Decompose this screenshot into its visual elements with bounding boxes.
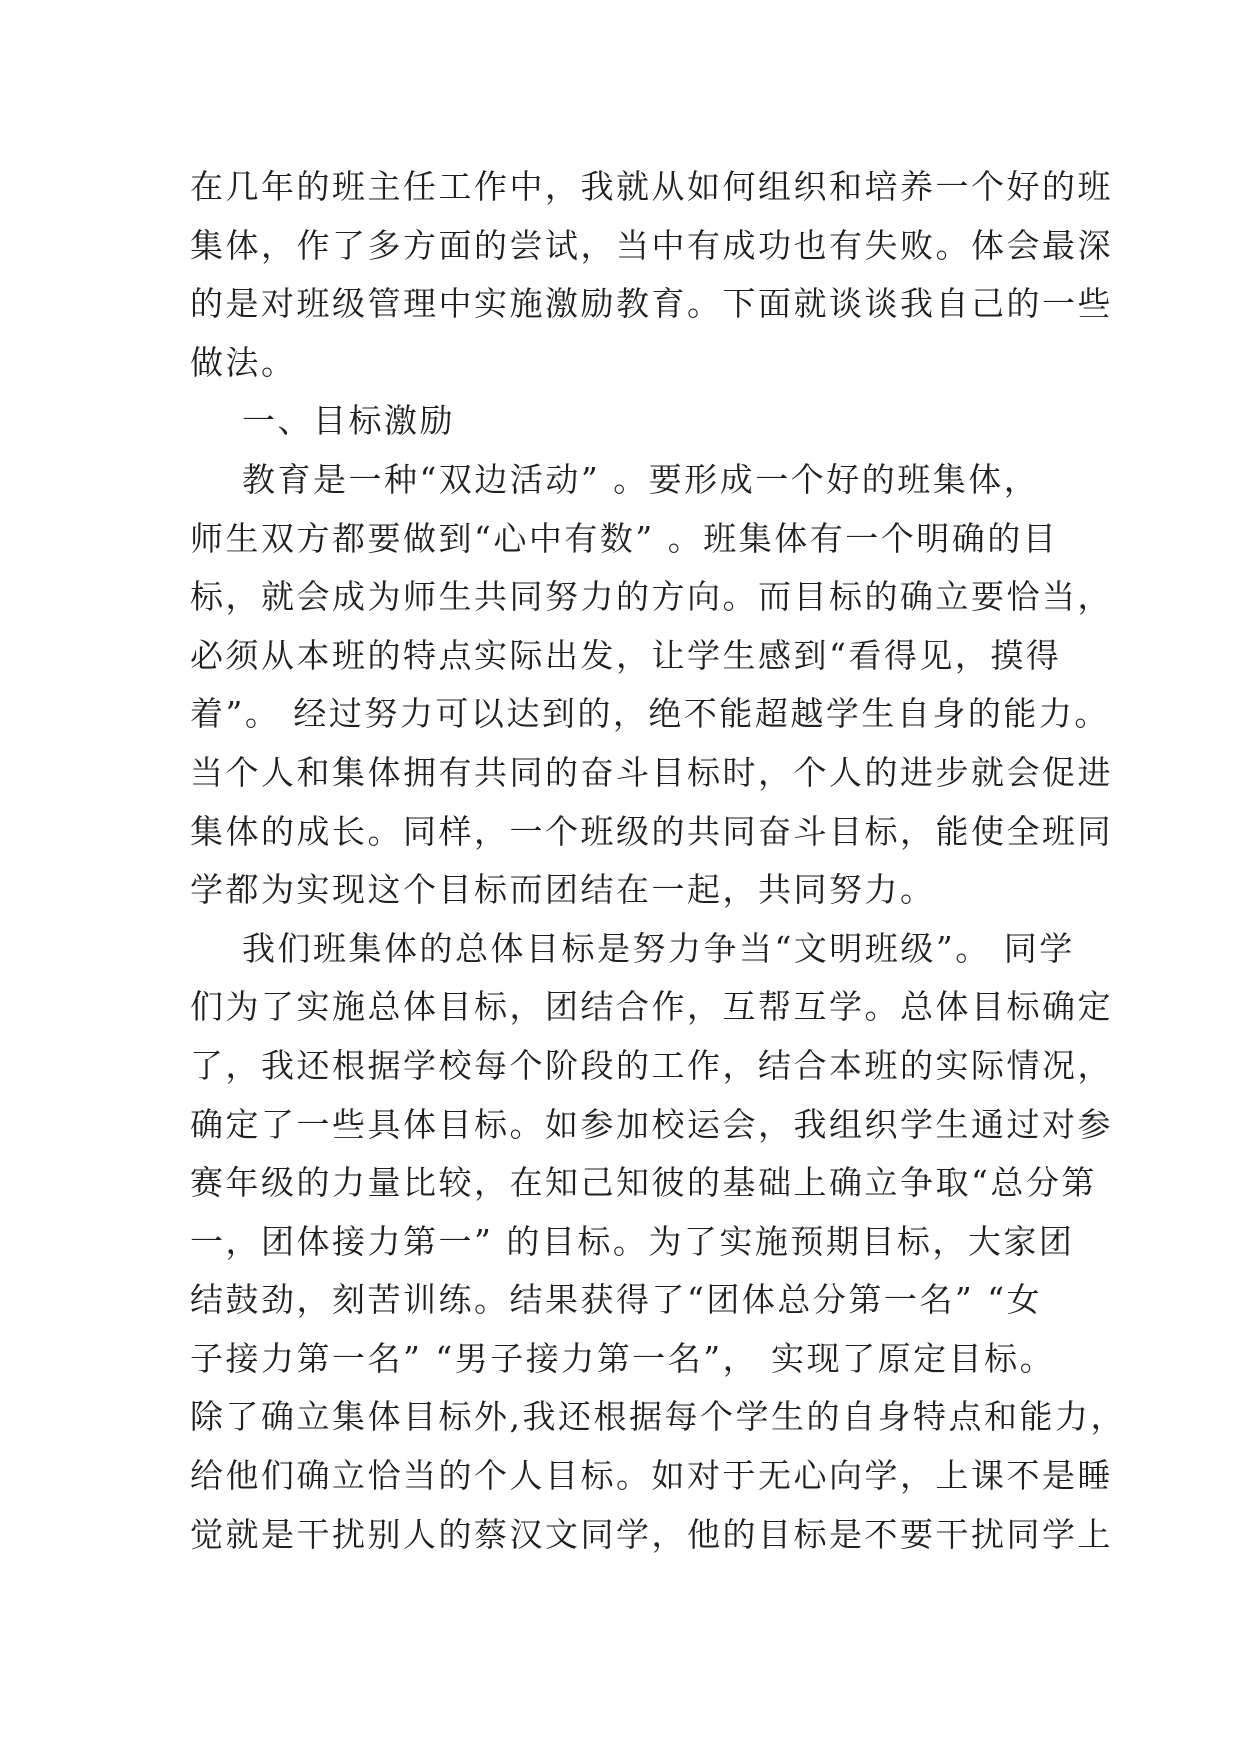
- text-line: 除了确立集体目标外,我还根据每个学生的自身特点和能力，: [190, 1397, 1126, 1437]
- text-line: 师生双方都要做到“心中有数” 。班集体有一个明确的目: [190, 518, 1059, 558]
- text-line: 们为了实施总体目标，团结合作，互帮互学。总体目标确定: [190, 987, 1113, 1027]
- text-line: 子接力第一名” “男子接力第一名”， 实现了原定目标。: [190, 1338, 1056, 1378]
- text-line: 教育是一种“双边活动” 。要形成一个好的班集体，: [190, 459, 1040, 499]
- text-line: 集体，作了多方面的尝试，当中有成功也有失败。体会最深: [190, 225, 1113, 265]
- text-line: 给他们确立恰当的个人目标。如对于无心向学，上课不是睡: [190, 1456, 1113, 1496]
- text-line: 一，团体接力第一” 的目标。为了实施预期目标，大家团: [190, 1221, 1075, 1261]
- text-line: 学都为实现这个目标而团结在一起，共同努力。: [190, 870, 936, 910]
- text-line: 觉就是干扰别人的蔡汉文同学，他的目标是不要干扰同学上: [190, 1514, 1113, 1554]
- text-line: 当个人和集体拥有共同的奋斗目标时，个人的进步就会促进: [190, 752, 1113, 792]
- text-line: 赛年级的力量比较，在知己知彼的基础上确立争取“总分第: [190, 1163, 1097, 1203]
- document-page: [190, 158, 1126, 1564]
- text-line: 集体的成长。同样，一个班级的共同奋斗目标，能使全班同: [190, 811, 1113, 851]
- text-line: 了，我还根据学校每个阶段的工作，结合本班的实际情况，: [190, 1045, 1113, 1085]
- text-line: 结鼓劲，刻苦训练。结果获得了“团体总分第一名” “女: [190, 1280, 1043, 1320]
- text-line: 标，就会成为师生共同努力的方向。而目标的确立要恰当，: [190, 577, 1113, 617]
- text-line: 我们班集体的总体目标是努力争当“文明班级”。 同学: [190, 928, 1075, 968]
- section-heading: 一、目标激励: [190, 401, 455, 441]
- text-line: 确定了一些具体目标。如参加校运会，我组织学生通过对参: [190, 1104, 1113, 1144]
- text-line: 的是对班级管理中实施激励教育。下面就谈谈我自己的一些: [190, 284, 1113, 324]
- text-line: 做法。: [190, 342, 297, 382]
- text-line: 在几年的班主任工作中，我就从如何组织和培养一个好的班: [190, 167, 1113, 206]
- text-line: 着”。 经过努力可以达到的，绝不能超越学生自身的能力。: [190, 694, 1110, 734]
- text-line: 必须从本班的特点实际出发，让学生感到“看得见，摸得: [190, 635, 1062, 675]
